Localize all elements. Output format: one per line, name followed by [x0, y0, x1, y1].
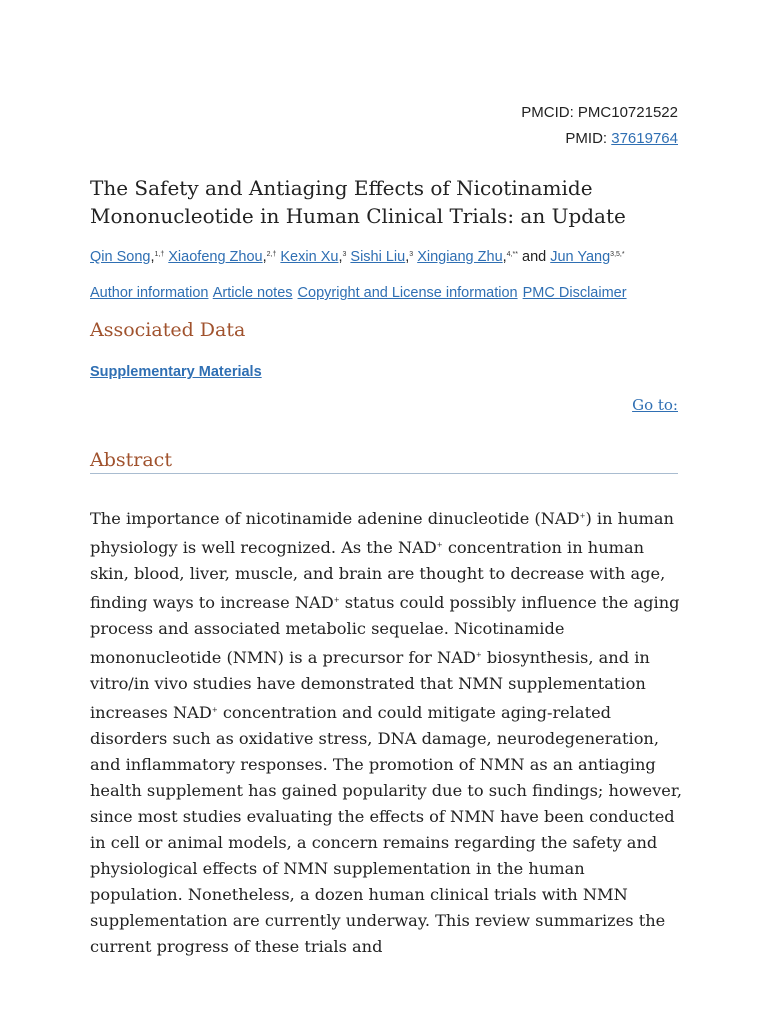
author-link[interactable]: Jun Yang [550, 249, 611, 265]
author-sep: , [338, 249, 343, 265]
author-sep: , [262, 249, 267, 265]
author-affiliation: 3 [409, 251, 414, 258]
author-affiliation: 2,† [266, 251, 277, 258]
article-info-links [90, 285, 628, 301]
pmid-line [521, 126, 678, 152]
nad-plus-superscript: + [579, 512, 586, 520]
supplementary-materials-link[interactable]: Supplementary Materials [90, 364, 262, 380]
abstract-text [90, 503, 682, 960]
author-affiliation: 3,5,* [610, 251, 625, 258]
author-information-link[interactable]: Author information [90, 285, 209, 301]
author-sep: , [502, 249, 507, 265]
nad-plus-superscript: + [211, 706, 218, 714]
author-sep: , [150, 249, 155, 265]
author-list [90, 249, 625, 265]
article-notes-link[interactable]: Article notes [212, 285, 293, 301]
abstract-text-segment: ) in human physiology is well recognized. As the NAD [90, 509, 674, 557]
abstract-text-segment: The importance of nicotinamide adenine dinucleotide (NAD [90, 509, 580, 528]
author-link[interactable]: Qin Song [90, 249, 151, 265]
author-link[interactable]: Sishi Liu [350, 249, 406, 265]
author-affiliation: 3 [342, 251, 347, 258]
abstract-heading: Abstract [90, 449, 678, 474]
goto-link[interactable]: Go to: [632, 396, 678, 414]
author-affiliation: 4,** [506, 251, 518, 258]
nad-plus-superscript: + [475, 651, 482, 659]
abstract-text-segment: status could possibly influence the aging process and associated metabolic sequelae. Nicotinamide mononucleotide (NMN) is a precursor for NAD [90, 593, 680, 667]
pmcid-label: PMCID: PMC10721522 [521, 104, 678, 121]
author-sep: , [405, 249, 410, 265]
abstract-text-segment: concentration in human skin, blood, liver, muscle, and brain are thought to decrease with age, finding ways to increase NAD [90, 538, 666, 612]
pmid-link[interactable]: 37619764 [611, 130, 678, 147]
pmc-disclaimer-link[interactable]: PMC Disclaimer [522, 285, 627, 301]
abstract-text-segment: biosynthesis, and in vitro/in vivo studies have demonstrated that NMN supplementation increases NAD [90, 648, 650, 722]
author-and: and [522, 249, 547, 265]
pmid-prefix: PMID: [565, 130, 612, 147]
nad-plus-superscript: + [436, 541, 443, 549]
author-link[interactable]: Kexin Xu [280, 249, 339, 265]
nad-plus-superscript: + [333, 596, 340, 604]
article-title: The Safety and Antiaging Effects of Nicotinamide Mononucleotide in Human Clinical Trials: an Update [90, 176, 626, 228]
copyright-license-link[interactable]: Copyright and License information [297, 285, 518, 301]
article-identifiers [521, 100, 678, 152]
author-link[interactable]: Xiaofeng Zhou [168, 249, 263, 265]
author-affiliation: 1,† [154, 251, 165, 258]
author-link[interactable]: Xingiang Zhu [417, 249, 503, 265]
abstract-text-segment: concentration and could mitigate aging-related disorders such as oxidative stress, DNA damage, neurodegeneration, and inflammatory responses. The promotion of NMN as an antiaging health supplement has gained popularity due to such findings; however, since most studies evaluating the effects of NMN have been conducted in cell or animal models, a concern remains regarding the safety and physiological effects of NMN supplementation in the human population. Nonetheless, a dozen human clinical trials with NMN supplementation are currently underway. This review summarizes the current progress of these trials and [90, 703, 682, 956]
associated-data-heading: Associated Data [90, 319, 246, 341]
